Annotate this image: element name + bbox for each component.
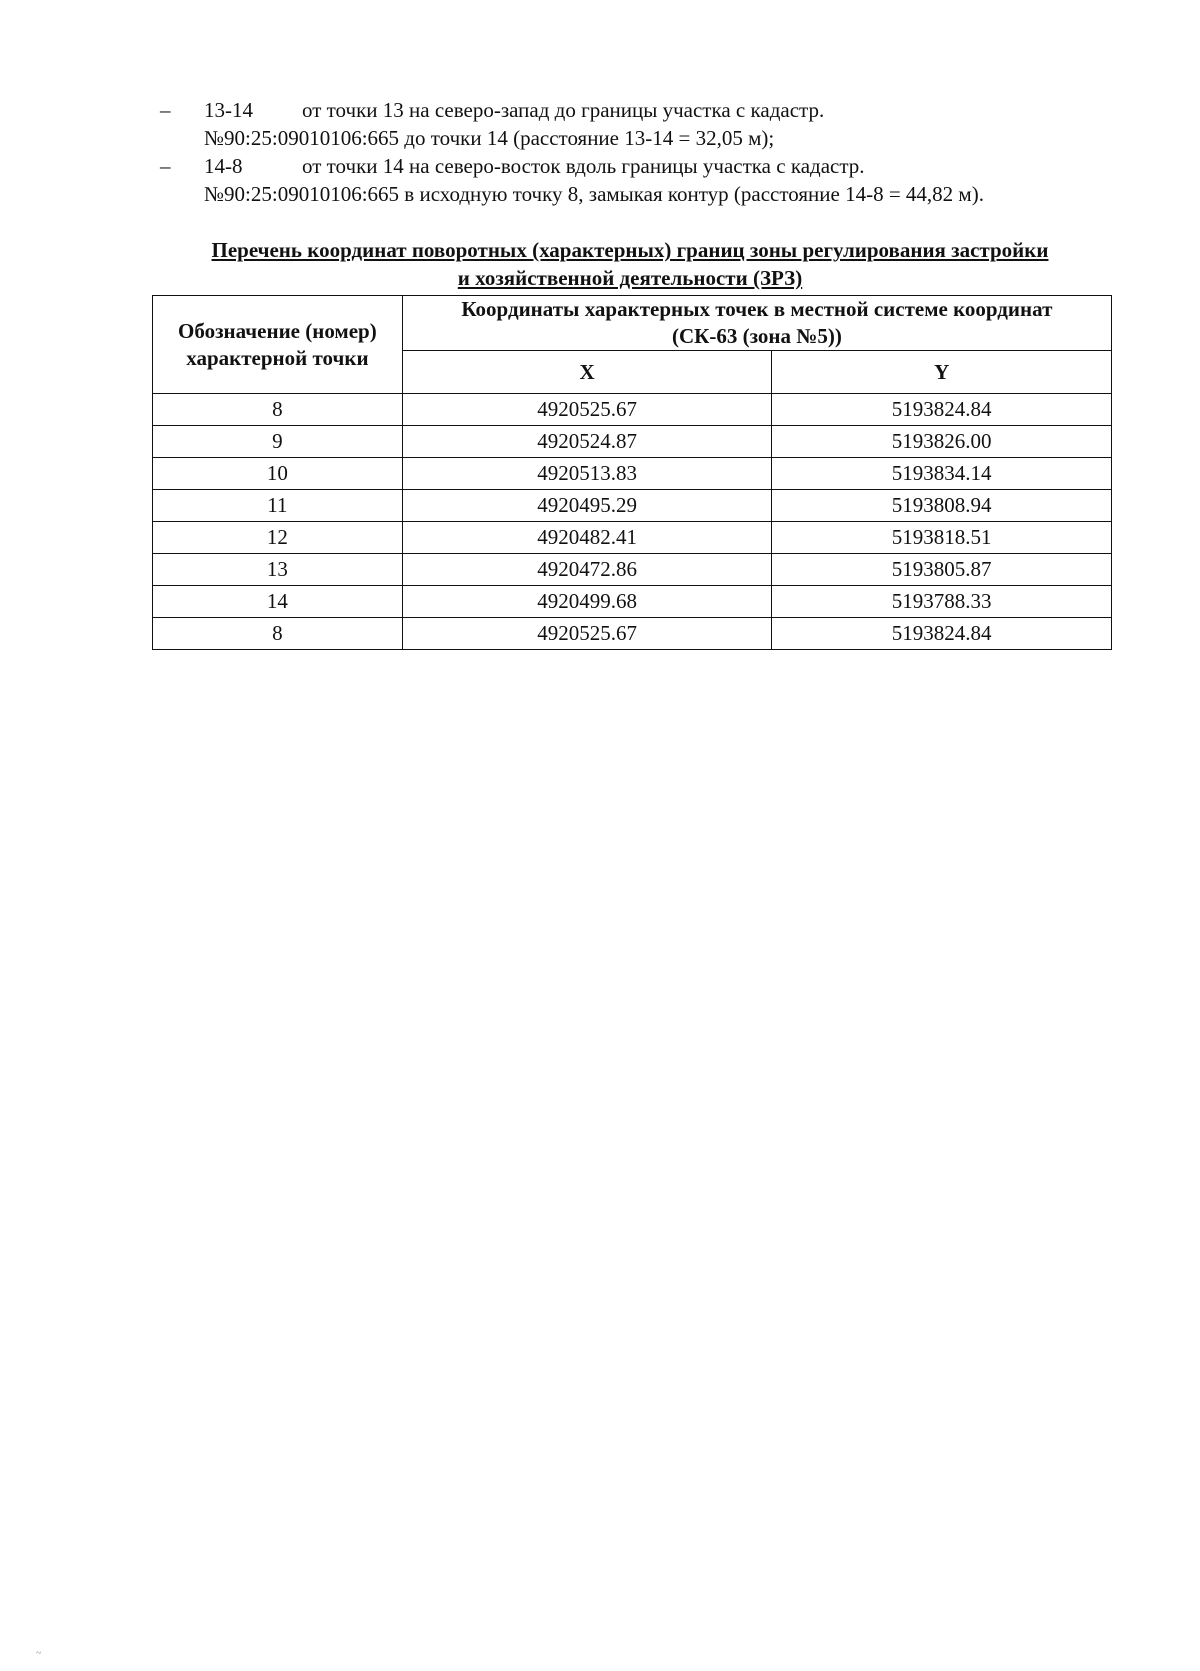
header-coordinates [402,296,1111,351]
segment-line-1 [204,152,1120,180]
header-point-number: Обозначение (номер) характерной точки [153,296,403,394]
cell-x: 4920513.83 [402,458,772,490]
cell-y: 5193788.33 [772,586,1112,618]
segment-code: 13-14 [204,98,253,122]
cell-point: 14 [153,586,403,618]
scan-corner-mark: ~ [36,1648,42,1659]
table-row [153,522,1112,554]
cell-y: 5193824.84 [772,394,1112,426]
table-row [153,426,1112,458]
table-header-row [153,296,1112,351]
header-coordinates-line-1: Координаты характерных точек в местной системе координат [461,297,1053,321]
cell-x: 4920499.68 [402,586,772,618]
segment-description: от точки 13 на северо-запад до границы участка с кадастр. [302,98,825,122]
segment-line-2: №90:25:09010106:665 до точки 14 (расстояние 13-14 = 32,05 м); [204,126,775,150]
table-row [153,394,1112,426]
header-y: Y [772,351,1112,394]
segment-line-2: №90:25:09010106:665 в исходную точку 8, замыкая контур (расстояние 14-8 = 44,82 м). [204,182,984,206]
cell-x: 4920524.87 [402,426,772,458]
list-dash: – [160,98,171,122]
cell-point: 13 [153,554,403,586]
table-title-line-1: Перечень координат поворотных (характерных) границ зоны регулирования застройки [211,238,1049,262]
cell-y: 5193805.87 [772,554,1112,586]
table-row [153,586,1112,618]
segment-description: от точки 14 на северо-восток вдоль границы участка с кадастр. [302,154,865,178]
cell-x: 4920472.86 [402,554,772,586]
cell-x: 4920482.41 [402,522,772,554]
header-x: X [402,351,772,394]
cell-point: 12 [153,522,403,554]
cell-point: 8 [153,394,403,426]
cell-y: 5193808.94 [772,490,1112,522]
table-row [153,490,1112,522]
cell-y: 5193818.51 [772,522,1112,554]
segment-item [160,152,1120,208]
table-row [153,458,1112,490]
cell-x: 4920525.67 [402,618,772,650]
cell-y: 5193826.00 [772,426,1112,458]
list-dash: – [160,154,171,178]
cell-x: 4920495.29 [402,490,772,522]
cell-point: 9 [153,426,403,458]
cell-point: 8 [153,618,403,650]
coordinates-table [152,295,1112,650]
cell-y: 5193834.14 [772,458,1112,490]
table-title [150,236,1110,292]
segment-line-1 [204,96,1120,124]
boundary-segments-list [160,96,1120,208]
cell-x: 4920525.67 [402,394,772,426]
segment-code: 14-8 [204,154,243,178]
segment-item [160,96,1120,152]
header-coordinates-line-2: (СК-63 (зона №5)) [671,324,842,348]
cell-point: 10 [153,458,403,490]
cell-y: 5193824.84 [772,618,1112,650]
cell-point: 11 [153,490,403,522]
table-title-line-2: и хозяйственной деятельности (ЗРЗ) [457,266,803,290]
table-row [153,554,1112,586]
table-row [153,618,1112,650]
